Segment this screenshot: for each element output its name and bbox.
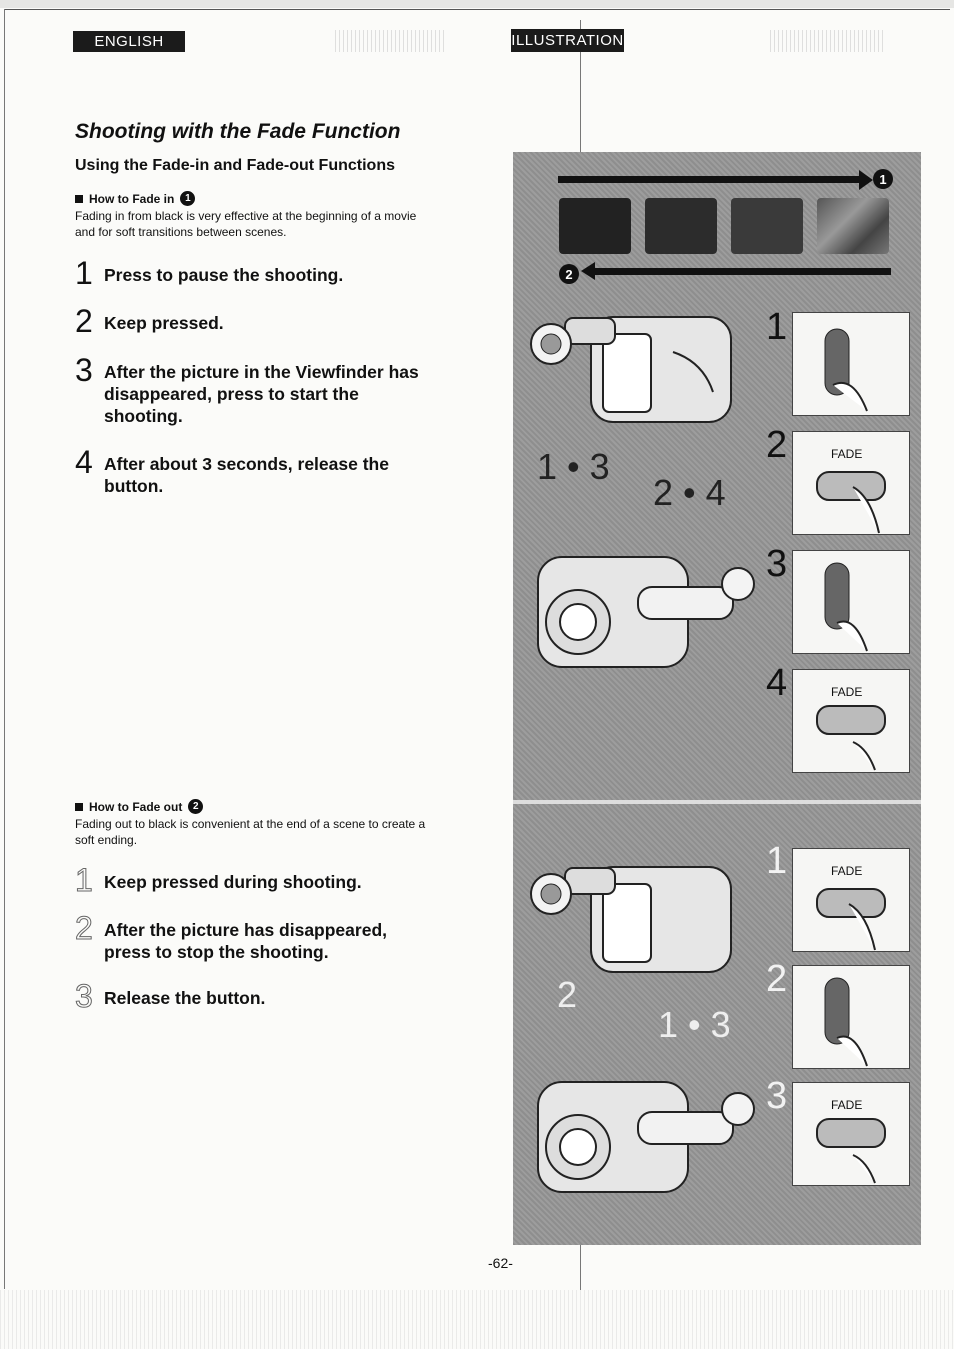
callout-2-4: 2 • 4 xyxy=(653,472,726,513)
badge-2-icon: 2 xyxy=(559,264,579,284)
fade-out-step-2: 2 After the picture has disappeared, press to stop the shooting. xyxy=(75,910,387,962)
scan-top-edge xyxy=(0,0,954,8)
frame-thumb-black xyxy=(559,198,631,254)
fade-button-detail xyxy=(792,669,910,773)
arrow-right-icon xyxy=(859,170,873,190)
fade-button-detail xyxy=(792,848,910,952)
scan-noise-bottom xyxy=(0,1290,954,1349)
frame-thumb-dark xyxy=(645,198,717,254)
fade-label: FADE xyxy=(831,1098,863,1112)
fade-out-description: Fading out to black is convenient at the end of a scene to create a soft ending. xyxy=(75,817,426,847)
fade-out-step-1: 1 Keep pressed during shooting. xyxy=(75,862,362,898)
fade-button-detail xyxy=(792,1082,910,1186)
fade-label: FADE xyxy=(831,864,863,878)
fade-button-detail xyxy=(792,550,910,654)
frame-left-line xyxy=(4,9,5,1289)
fade-button-detail xyxy=(792,431,910,535)
finger-pressing-icon xyxy=(793,313,909,415)
callout-2: 2 xyxy=(557,974,578,1015)
fade-out-step-3: 3 Release the button. xyxy=(75,978,266,1014)
camcorder-rear-illustration xyxy=(523,842,743,992)
fade-label: FADE xyxy=(831,447,863,461)
panel-number: 4 xyxy=(766,662,788,704)
panel-number: 3 xyxy=(766,1075,788,1117)
english-tab: ENGLISH xyxy=(73,31,185,52)
fade-in-heading xyxy=(75,191,195,206)
page-number: -62- xyxy=(488,1255,513,1271)
badge-2-icon: 2 xyxy=(188,799,203,814)
section-subtitle: Using the Fade-in and Fade-out Functions xyxy=(75,157,395,174)
frame-thumb-scene xyxy=(817,198,889,254)
fade-in-step-1: 1 Press to pause the shooting. xyxy=(75,255,344,291)
fade-in-step-4: 4 After about 3 seconds, release the button. xyxy=(75,444,389,496)
fade-button-detail xyxy=(792,965,910,1069)
bullet-square-icon xyxy=(75,195,83,203)
finger-pressing-icon xyxy=(793,966,909,1068)
illustration-tab: ILLUSTRATION xyxy=(511,29,624,52)
panel-number: 1 xyxy=(766,306,788,348)
fade-out-arrow xyxy=(593,268,891,275)
fade-button-detail xyxy=(792,312,910,416)
badge-1-icon: 1 xyxy=(180,191,195,206)
fade-label: FADE xyxy=(831,685,863,699)
fade-in-step-3: 3 After the picture in the Viewfinder has disappeared, press to start the shooting. xyxy=(75,352,419,426)
callout-1-3: 1 • 3 xyxy=(658,1004,731,1045)
frame-thumb-dim xyxy=(731,198,803,254)
camcorder-front-illustration xyxy=(528,1057,768,1207)
panel-number: 2 xyxy=(766,958,788,1000)
bullet-square-icon xyxy=(75,803,83,811)
callout-1-3: 1 • 3 xyxy=(537,446,610,487)
camcorder-rear-illustration xyxy=(523,292,743,442)
panel-number: 1 xyxy=(766,840,788,882)
scan-noise xyxy=(335,30,445,52)
camcorder-front-illustration xyxy=(528,532,768,682)
badge-1-icon: 1 xyxy=(873,169,893,189)
fade-in-step-2: 2 Keep pressed. xyxy=(75,303,224,339)
fade-out-heading xyxy=(75,799,203,814)
fade-out-heading-text: How to Fade out xyxy=(89,799,183,814)
panel-number: 3 xyxy=(766,543,788,585)
scan-noise xyxy=(770,30,885,52)
illustration-panel xyxy=(513,152,921,1245)
fade-in-description: Fading in from black is very effective at the beginning of a movie and for soft transitions between scenes. xyxy=(75,209,417,239)
page-title: Shooting with the Fade Function xyxy=(75,120,401,143)
frame-top-line xyxy=(4,9,950,10)
finger-pressing-icon xyxy=(793,551,909,653)
panel-number: 2 xyxy=(766,424,788,466)
fade-in-heading-text: How to Fade in xyxy=(89,191,175,206)
panel-divider xyxy=(513,800,921,804)
fade-in-arrow xyxy=(558,176,863,183)
